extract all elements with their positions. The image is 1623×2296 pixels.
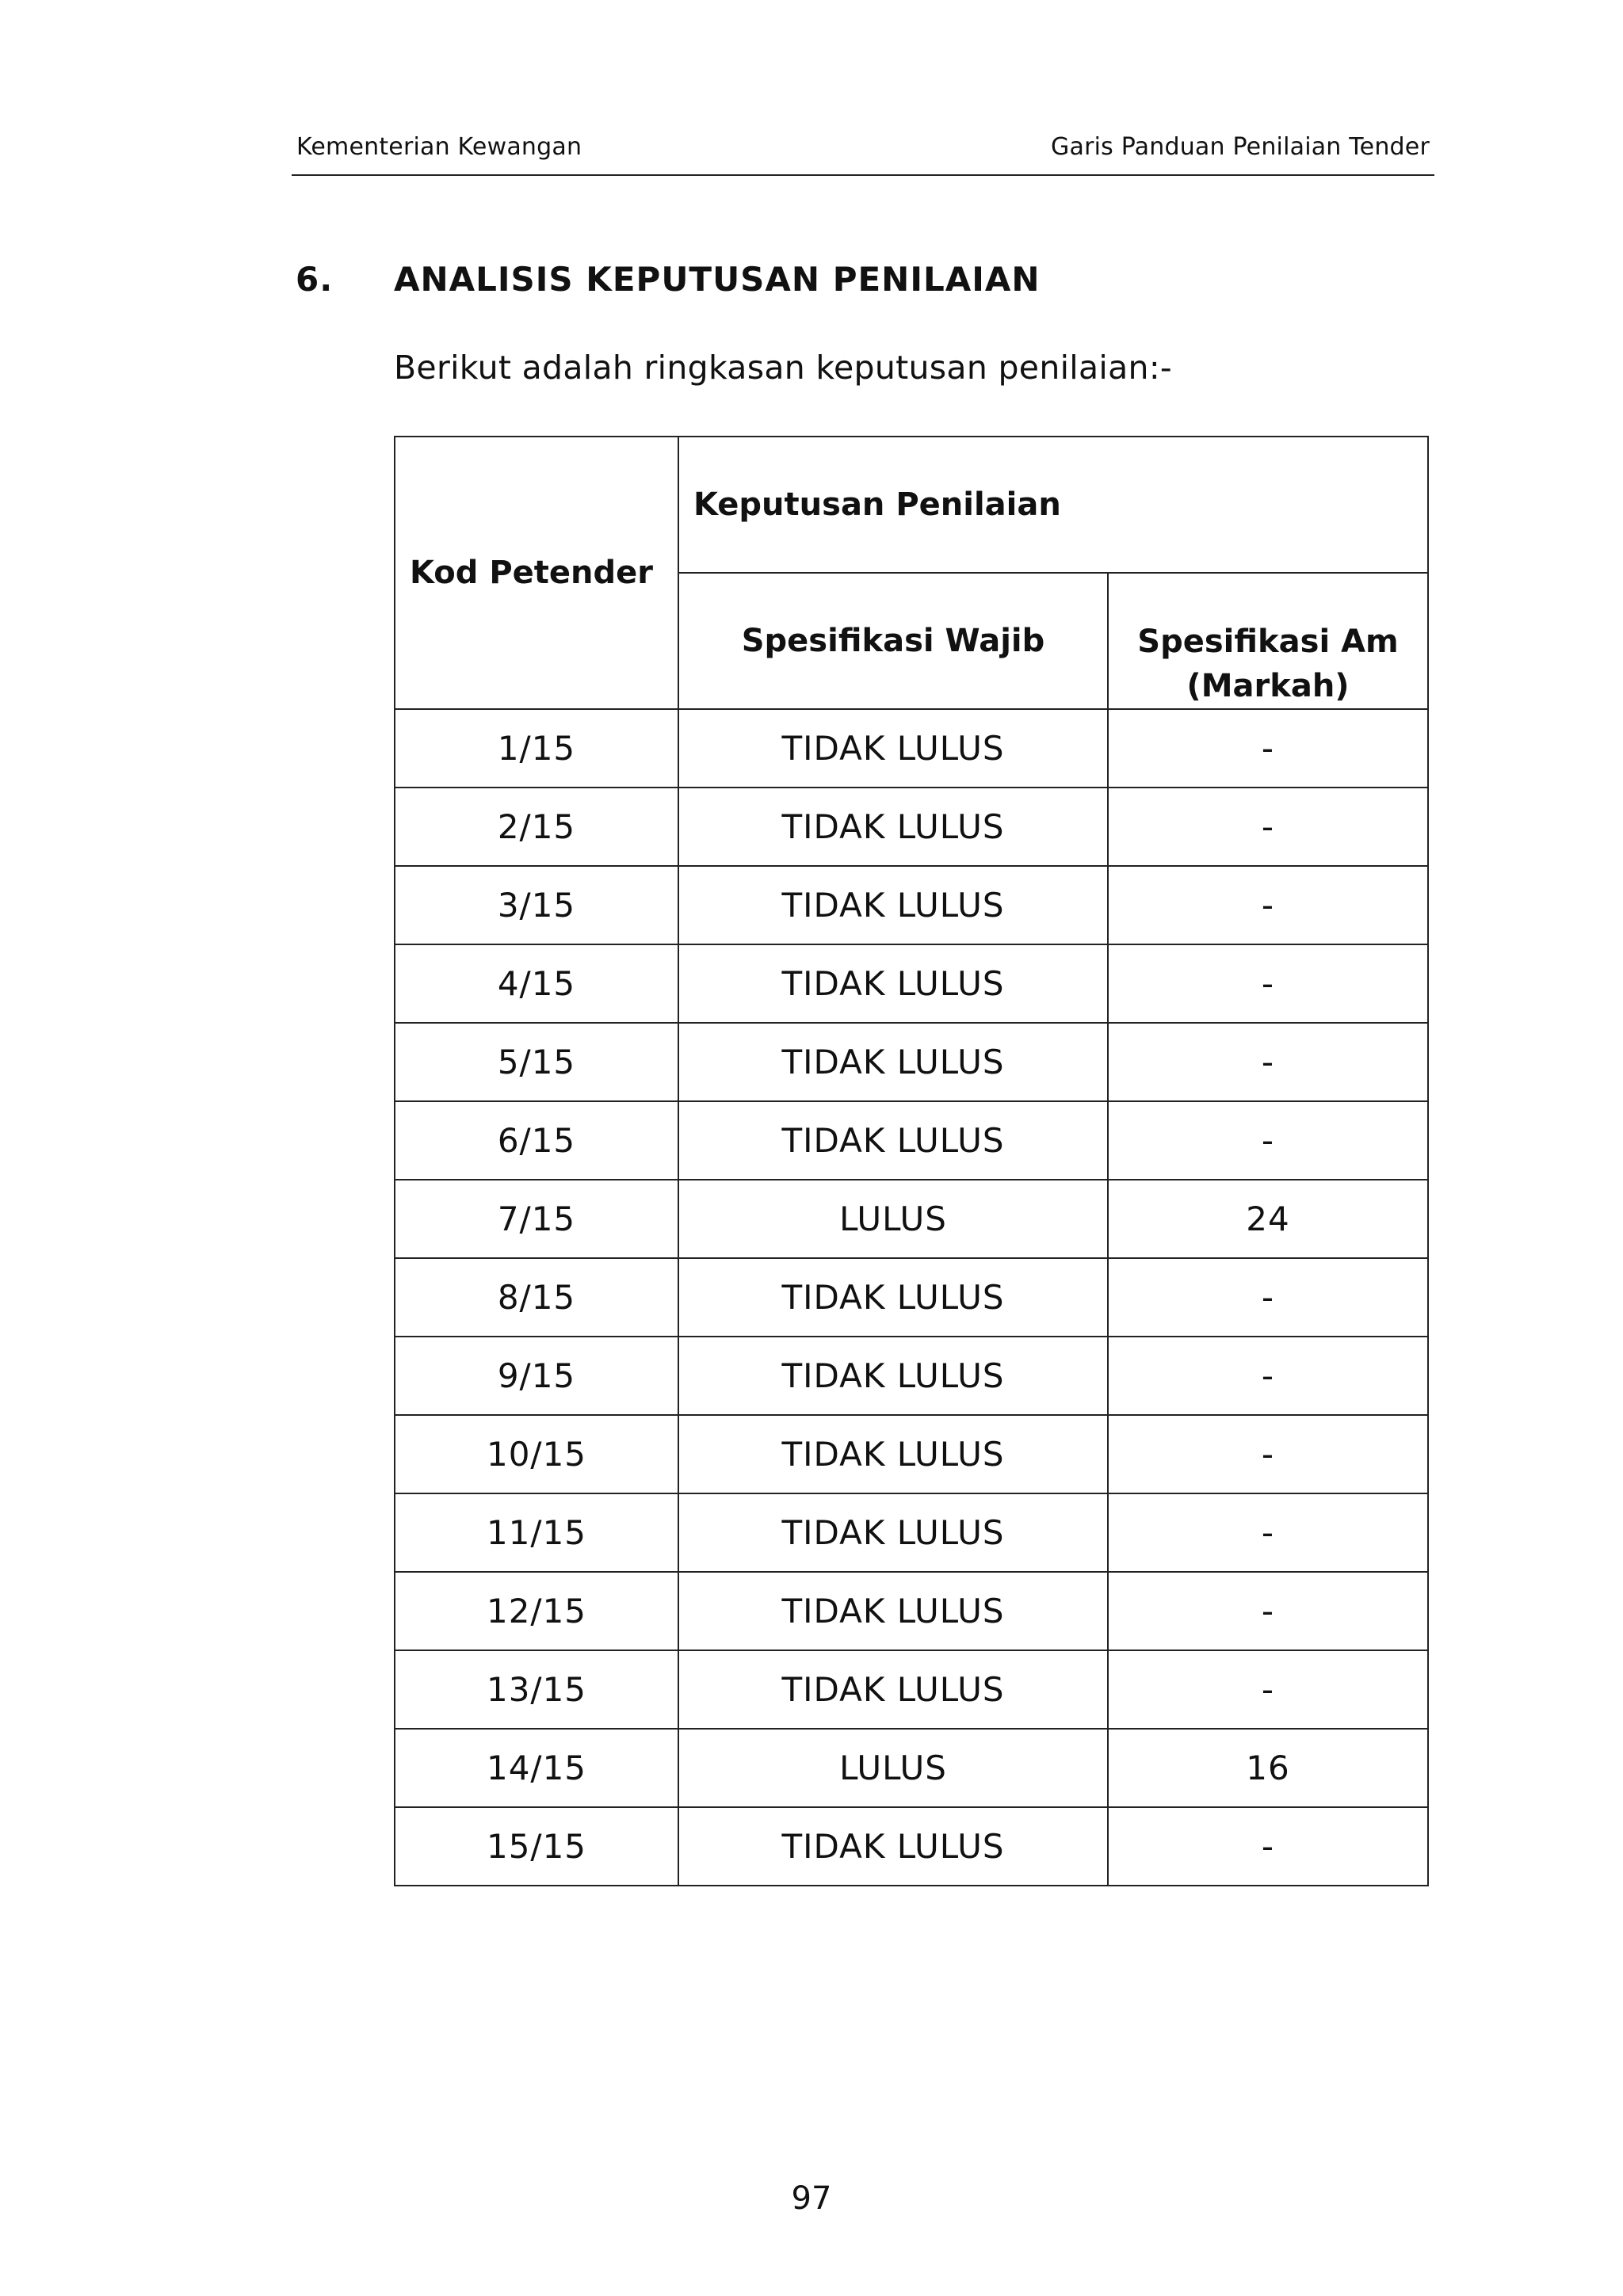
cell-spesifikasi-am: -	[1108, 1258, 1428, 1337]
cell-kod-petender: 11/15	[395, 1493, 678, 1572]
header-keputusan-penilaian: Keputusan Penilaian	[678, 437, 1428, 573]
table-body	[395, 709, 1428, 1886]
cell-spesifikasi-wajib: TIDAK LULUS	[678, 788, 1108, 866]
header-ministry: Kementerian Kewangan	[296, 133, 582, 161]
cell-spesifikasi-wajib: TIDAK LULUS	[678, 1023, 1108, 1101]
cell-spesifikasi-wajib: LULUS	[678, 1180, 1108, 1258]
cell-kod-petender: 13/15	[395, 1650, 678, 1729]
cell-kod-petender: 8/15	[395, 1258, 678, 1337]
cell-kod-petender: 10/15	[395, 1415, 678, 1493]
table-row	[395, 1493, 1428, 1572]
page-number: 97	[791, 2180, 832, 2217]
intro-paragraph: Berikut adalah ringkasan keputusan penilaian:-	[394, 349, 1173, 387]
cell-spesifikasi-am: -	[1108, 1807, 1428, 1886]
table-row	[395, 1023, 1428, 1101]
cell-spesifikasi-am: -	[1108, 1650, 1428, 1729]
page-header	[292, 132, 1434, 176]
table-row	[395, 1180, 1428, 1258]
cell-spesifikasi-am: -	[1108, 1493, 1428, 1572]
cell-spesifikasi-am: -	[1108, 1337, 1428, 1415]
cell-spesifikasi-am: 24	[1108, 1180, 1428, 1258]
table-row	[395, 1807, 1428, 1886]
cell-spesifikasi-am: -	[1108, 1023, 1428, 1101]
cell-spesifikasi-am: 16	[1108, 1729, 1428, 1807]
section-number: 6.	[296, 260, 334, 299]
table-row	[395, 1258, 1428, 1337]
table-row	[395, 709, 1428, 788]
table-row	[395, 1729, 1428, 1807]
cell-spesifikasi-am: -	[1108, 1572, 1428, 1650]
cell-spesifikasi-am: -	[1108, 944, 1428, 1023]
cell-kod-petender: 3/15	[395, 866, 678, 944]
header-spesifikasi-am-label: Spesifikasi Am	[1137, 624, 1399, 660]
table-row	[395, 1101, 1428, 1180]
cell-spesifikasi-wajib: TIDAK LULUS	[678, 1807, 1108, 1886]
table-row	[395, 788, 1428, 866]
cell-kod-petender: 15/15	[395, 1807, 678, 1886]
cell-kod-petender: 5/15	[395, 1023, 678, 1101]
cell-spesifikasi-am: -	[1108, 709, 1428, 788]
header-document-title: Garis Panduan Penilaian Tender	[1051, 133, 1430, 161]
table-row	[395, 866, 1428, 944]
cell-kod-petender: 9/15	[395, 1337, 678, 1415]
table-row	[395, 1337, 1428, 1415]
cell-spesifikasi-wajib: TIDAK LULUS	[678, 866, 1108, 944]
cell-kod-petender: 7/15	[395, 1180, 678, 1258]
cell-spesifikasi-wajib: TIDAK LULUS	[678, 1415, 1108, 1493]
cell-kod-petender: 4/15	[395, 944, 678, 1023]
cell-spesifikasi-am: -	[1108, 866, 1428, 944]
cell-spesifikasi-wajib: TIDAK LULUS	[678, 1493, 1108, 1572]
cell-spesifikasi-wajib: TIDAK LULUS	[678, 709, 1108, 788]
cell-spesifikasi-wajib: TIDAK LULUS	[678, 1258, 1108, 1337]
cell-spesifikasi-wajib: TIDAK LULUS	[678, 1572, 1108, 1650]
evaluation-decision-table	[394, 436, 1429, 1886]
table-row	[395, 1650, 1428, 1729]
cell-spesifikasi-am: -	[1108, 1101, 1428, 1180]
header-spesifikasi-wajib: Spesifikasi Wajib	[678, 573, 1108, 709]
cell-kod-petender: 2/15	[395, 788, 678, 866]
header-kod-petender: Kod Petender	[395, 437, 678, 709]
table-row	[395, 1415, 1428, 1493]
table-row	[395, 1572, 1428, 1650]
header-markah-label: (Markah)	[1186, 668, 1350, 704]
cell-kod-petender: 14/15	[395, 1729, 678, 1807]
header-spesifikasi-am	[1108, 573, 1428, 709]
cell-kod-petender: 6/15	[395, 1101, 678, 1180]
cell-spesifikasi-wajib: TIDAK LULUS	[678, 1337, 1108, 1415]
section-heading	[296, 260, 1041, 299]
cell-spesifikasi-wajib: TIDAK LULUS	[678, 1101, 1108, 1180]
table-row	[395, 944, 1428, 1023]
section-title: ANALISIS KEPUTUSAN PENILAIAN	[394, 260, 1041, 299]
cell-spesifikasi-wajib: TIDAK LULUS	[678, 944, 1108, 1023]
cell-spesifikasi-am: -	[1108, 1415, 1428, 1493]
cell-kod-petender: 12/15	[395, 1572, 678, 1650]
cell-spesifikasi-wajib: TIDAK LULUS	[678, 1650, 1108, 1729]
cell-spesifikasi-am: -	[1108, 788, 1428, 866]
cell-kod-petender: 1/15	[395, 709, 678, 788]
cell-spesifikasi-wajib: LULUS	[678, 1729, 1108, 1807]
